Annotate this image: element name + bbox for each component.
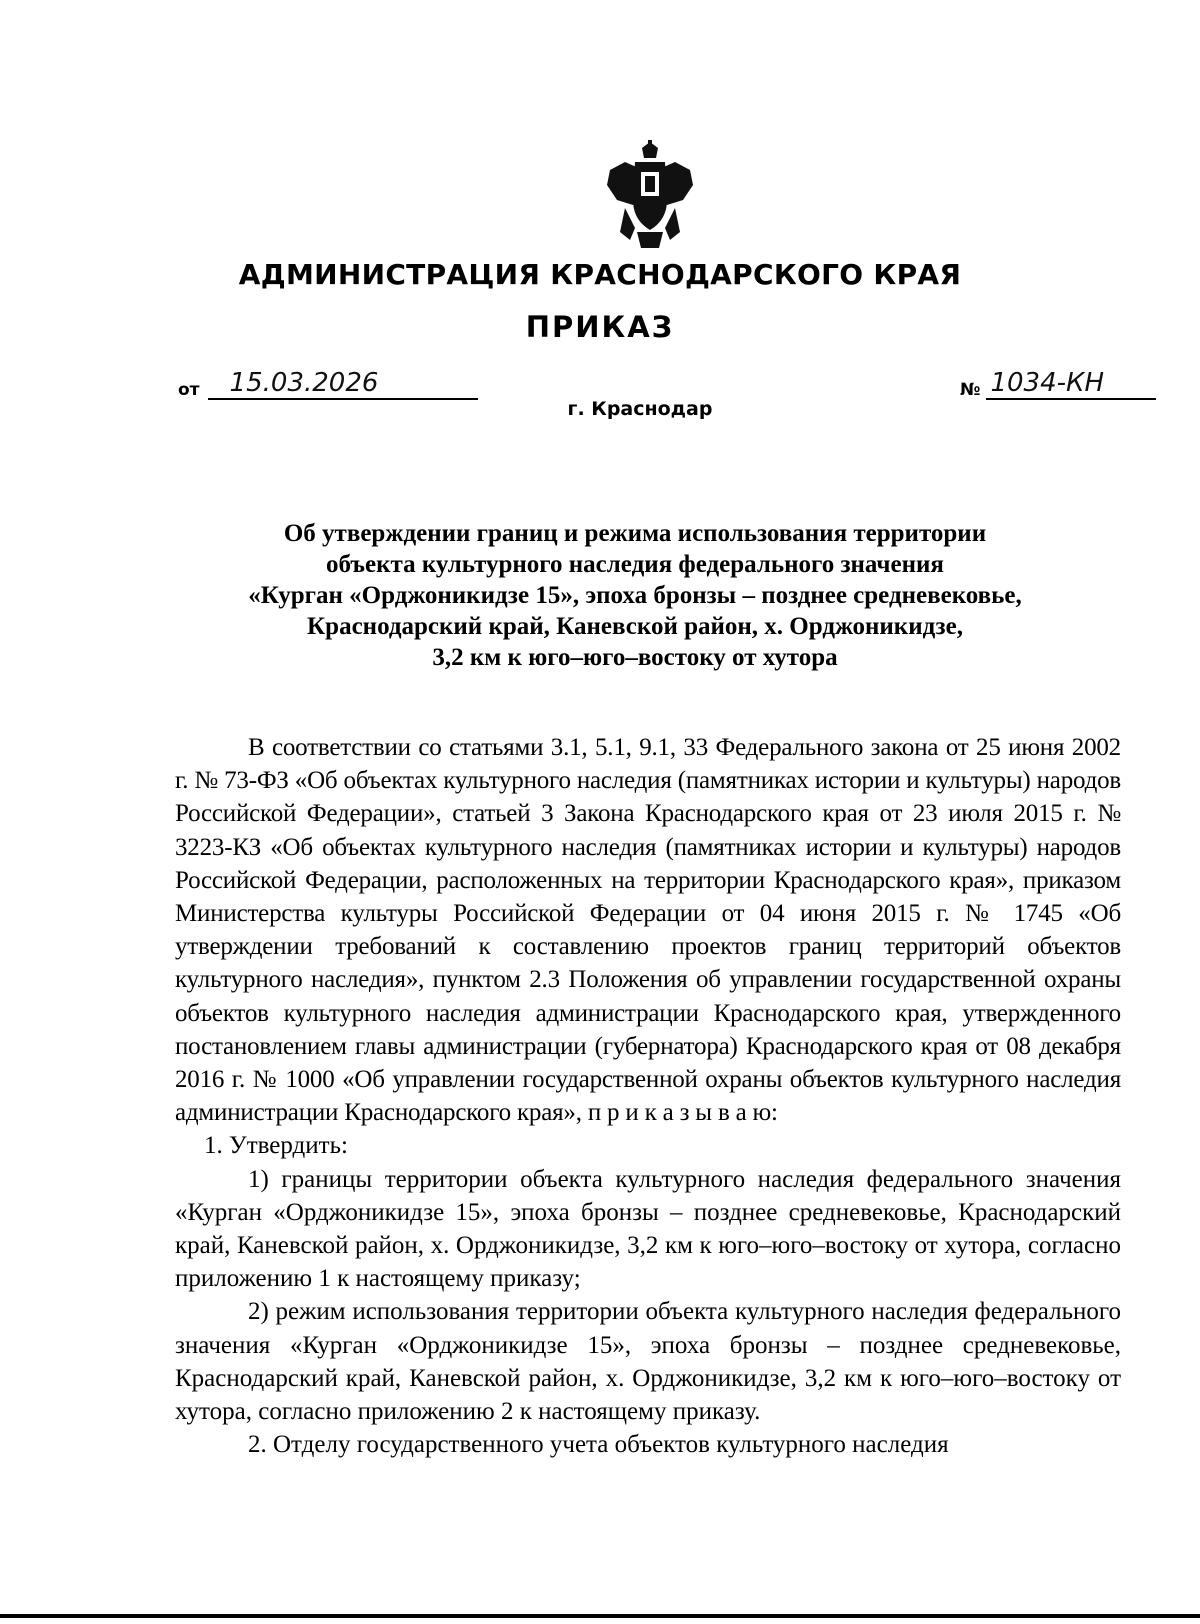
coat-of-arms-icon — [605, 140, 695, 250]
document-body — [175, 731, 1121, 1461]
item-1-2-paragraph: 2) режим использования территории объекта культурного наследия федерального значения «Курган «Орджоникидзе 15», эпоха бронзы – позднее средневековье, Краснодарский край, Каневской район, х. Орджоникидзе, 3,2 км к юго–юго–востоку от хутора, согласно приложению 2 к настоящему приказу. — [175, 1298, 1121, 1426]
number-prefix: № — [960, 380, 981, 400]
item-1-heading: 1. Утвердить: — [204, 1132, 348, 1160]
date-prefix: от — [178, 380, 200, 400]
item-2-paragraph: 2. Отделу государственного учета объектов культурного наследия — [248, 1431, 949, 1459]
title-line: 3,2 км к юго–юго–востоку от хутора — [432, 644, 838, 671]
number-field — [960, 368, 1156, 400]
scan-edge — [0, 1614, 1200, 1618]
document-title — [170, 518, 1100, 673]
title-line: объекта культурного наследия федерального значения — [326, 551, 944, 578]
city-name: г. Краснодар — [567, 398, 713, 420]
organization-name: АДМИНИСТРАЦИЯ КРАСНОДАРСКОГО КРАЯ — [238, 258, 962, 291]
title-line: Об утверждении границ и режима использования территории — [283, 520, 987, 547]
document-type: ПРИКАЗ — [525, 310, 675, 344]
number-value: 1034-КН — [986, 368, 1156, 400]
title-line: Краснодарский край, Каневской район, х. Орджоникидзе, — [307, 613, 963, 640]
date-value: 15.03.2026 — [208, 368, 478, 400]
item-1-1-paragraph: 1) границы территории объекта культурного наследия федерального значения «Курган «Орджоникидзе 15», эпоха бронзы – позднее средневековье, Краснодарский край, Каневской район, х. Орджоникидзе, 3,2 км к юго–юго–востоку от хутора, согласно приложению 1 к настоящему приказу; — [175, 1165, 1121, 1293]
preamble-paragraph: В соответствии со статьями 3.1, 5.1, 9.1, 33 Федерального закона от 25 июня 2002 г. № 73-ФЗ «Об объектах культурного наследия (памятниках истории и культуры) народов Российской Федерации», статьей 3 Закона Краснодарского края от 23 июля 2015 г. № 3223-КЗ «Об объектах культурного наследия (памятниках истории и культуры) народов Российской Федерации, расположенных на территории Краснодарского края», приказом Министерства культуры Российской Федерации от 04 июня 2015 г. № 1745 «Об утверждении требований к составлению проектов границ территорий объектов культурного наследия», пунктом 2.3 Положения об управлении государственной охраны объектов культурного наследия администрации Краснодарского края, утвержденного постановлением главы администрации (губернатора) Краснодарского края от 08 декабря 2016 г. № 1000 «Об управлении государственной охраны объектов культурного наследия администрации Краснодарского края», п р и к а з ы в а ю: — [175, 734, 1121, 1127]
date-field — [178, 368, 478, 400]
title-line: «Курган «Орджоникидзе 15», эпоха бронзы – позднее средневековье, — [248, 582, 1022, 609]
